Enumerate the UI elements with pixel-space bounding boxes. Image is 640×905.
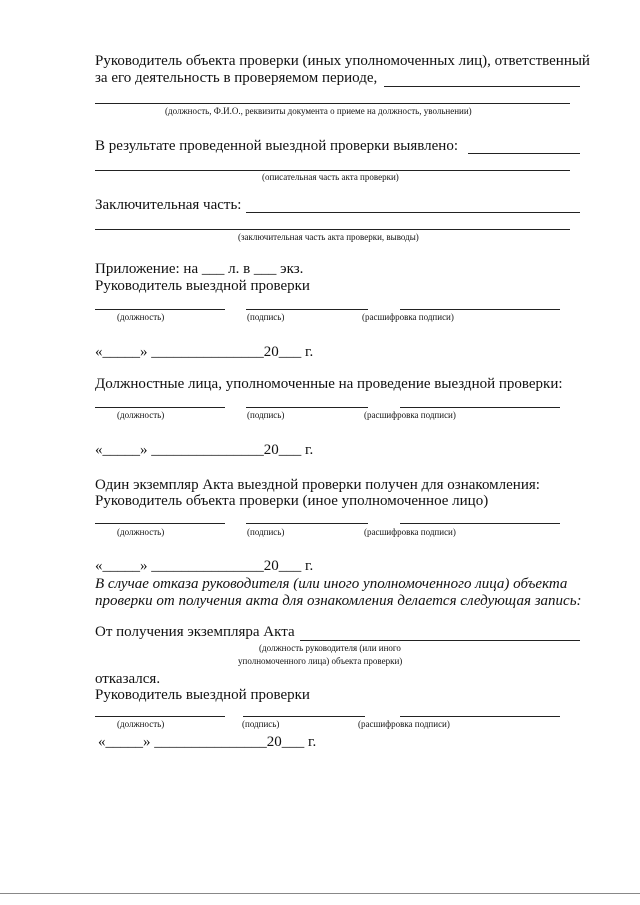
head-signature-line[interactable] bbox=[246, 309, 368, 310]
object-decoding-line[interactable] bbox=[400, 523, 560, 524]
head-decoding-caption: (расшифровка подписи) bbox=[362, 312, 454, 322]
refusal-label: От получения экземпляра Акта bbox=[95, 624, 295, 640]
final-position-line[interactable] bbox=[95, 716, 225, 717]
conclusion-label: Заключительная часть: bbox=[95, 197, 242, 213]
head-title: Руководитель выездной проверки bbox=[95, 278, 310, 294]
head-signature-caption: (подпись) bbox=[247, 312, 285, 322]
head-position-line[interactable] bbox=[95, 309, 225, 310]
object-signature-caption: (подпись) bbox=[247, 527, 285, 537]
responsible-line-2: за его деятельность в проверяемом периоде, bbox=[95, 70, 378, 86]
conclusion-field[interactable] bbox=[246, 212, 580, 213]
appendix: Приложение: на ___ л. в ___ экз. bbox=[95, 261, 304, 277]
object-signature-line[interactable] bbox=[246, 523, 368, 524]
result-field[interactable] bbox=[468, 153, 580, 154]
officials-signature-line[interactable] bbox=[246, 407, 368, 408]
officials-date-line[interactable]: «_____» _______________20___ г. bbox=[95, 442, 314, 458]
responsible-field-2[interactable] bbox=[95, 103, 570, 104]
object-decoding-caption: (расшифровка подписи) bbox=[364, 527, 456, 537]
responsible-line-1: Руководитель объекта проверки (иных уполномоченных лиц), ответственный bbox=[95, 53, 590, 69]
final-head-title: Руководитель выездной проверки bbox=[95, 687, 310, 703]
final-decoding-line[interactable] bbox=[400, 716, 560, 717]
result-caption: (описательная часть акта проверки) bbox=[262, 172, 399, 182]
conclusion-field-2[interactable] bbox=[95, 229, 570, 230]
copy-received: Один экземпляр Акта выездной проверки получен для ознакомления: bbox=[95, 477, 540, 493]
head-date-line[interactable]: «_____» _______________20___ г. bbox=[95, 344, 314, 360]
responsible-field[interactable] bbox=[384, 86, 580, 87]
final-signature-line[interactable] bbox=[243, 716, 365, 717]
final-decoding-caption: (расшифровка подписи) bbox=[358, 719, 450, 729]
officials-position-line[interactable] bbox=[95, 407, 225, 408]
page-bottom-divider bbox=[0, 893, 640, 894]
refusal-note-line-2: проверки от получения акта для ознакомления делается следующая запись: bbox=[95, 593, 582, 609]
refusal-caption-line-2: уполномоченного лица) объекта проверки) bbox=[238, 656, 403, 666]
head-decoding-line[interactable] bbox=[400, 309, 560, 310]
final-signature-caption: (подпись) bbox=[242, 719, 280, 729]
result-field-2[interactable] bbox=[95, 170, 570, 171]
object-position-line[interactable] bbox=[95, 523, 225, 524]
officials-decoding-caption: (расшифровка подписи) bbox=[364, 410, 456, 420]
object-head-title: Руководитель объекта проверки (иное уполномоченное лицо) bbox=[95, 493, 489, 509]
object-date-line[interactable]: «_____» _______________20___ г. bbox=[95, 558, 314, 574]
refusal-note-line-1: В случае отказа руководителя (или иного уполномоченного лица) объекта bbox=[95, 576, 568, 592]
head-position-caption: (должность) bbox=[117, 312, 165, 322]
officials-title: Должностные лица, уполномоченные на проведение выездной проверки: bbox=[95, 376, 563, 392]
result-label: В результате проведенной выездной проверки выявлено: bbox=[95, 138, 458, 154]
final-date-line[interactable]: «_____» _______________20___ г. bbox=[98, 734, 317, 750]
officials-decoding-line[interactable] bbox=[400, 407, 560, 408]
refusal-caption-line-1: (должность руководителя (или иного bbox=[259, 643, 401, 653]
officials-signature-caption: (подпись) bbox=[247, 410, 285, 420]
officials-position-caption: (должность) bbox=[117, 410, 165, 420]
final-position-caption: (должность) bbox=[117, 719, 165, 729]
responsible-caption: (должность, Ф.И.О., реквизиты документа о приеме на должность, увольнении) bbox=[165, 106, 472, 116]
refusal-field[interactable] bbox=[300, 640, 580, 641]
object-position-caption: (должность) bbox=[117, 527, 165, 537]
conclusion-caption: (заключительная часть акта проверки, выводы) bbox=[238, 232, 419, 242]
refused-text: отказался. bbox=[95, 671, 161, 687]
